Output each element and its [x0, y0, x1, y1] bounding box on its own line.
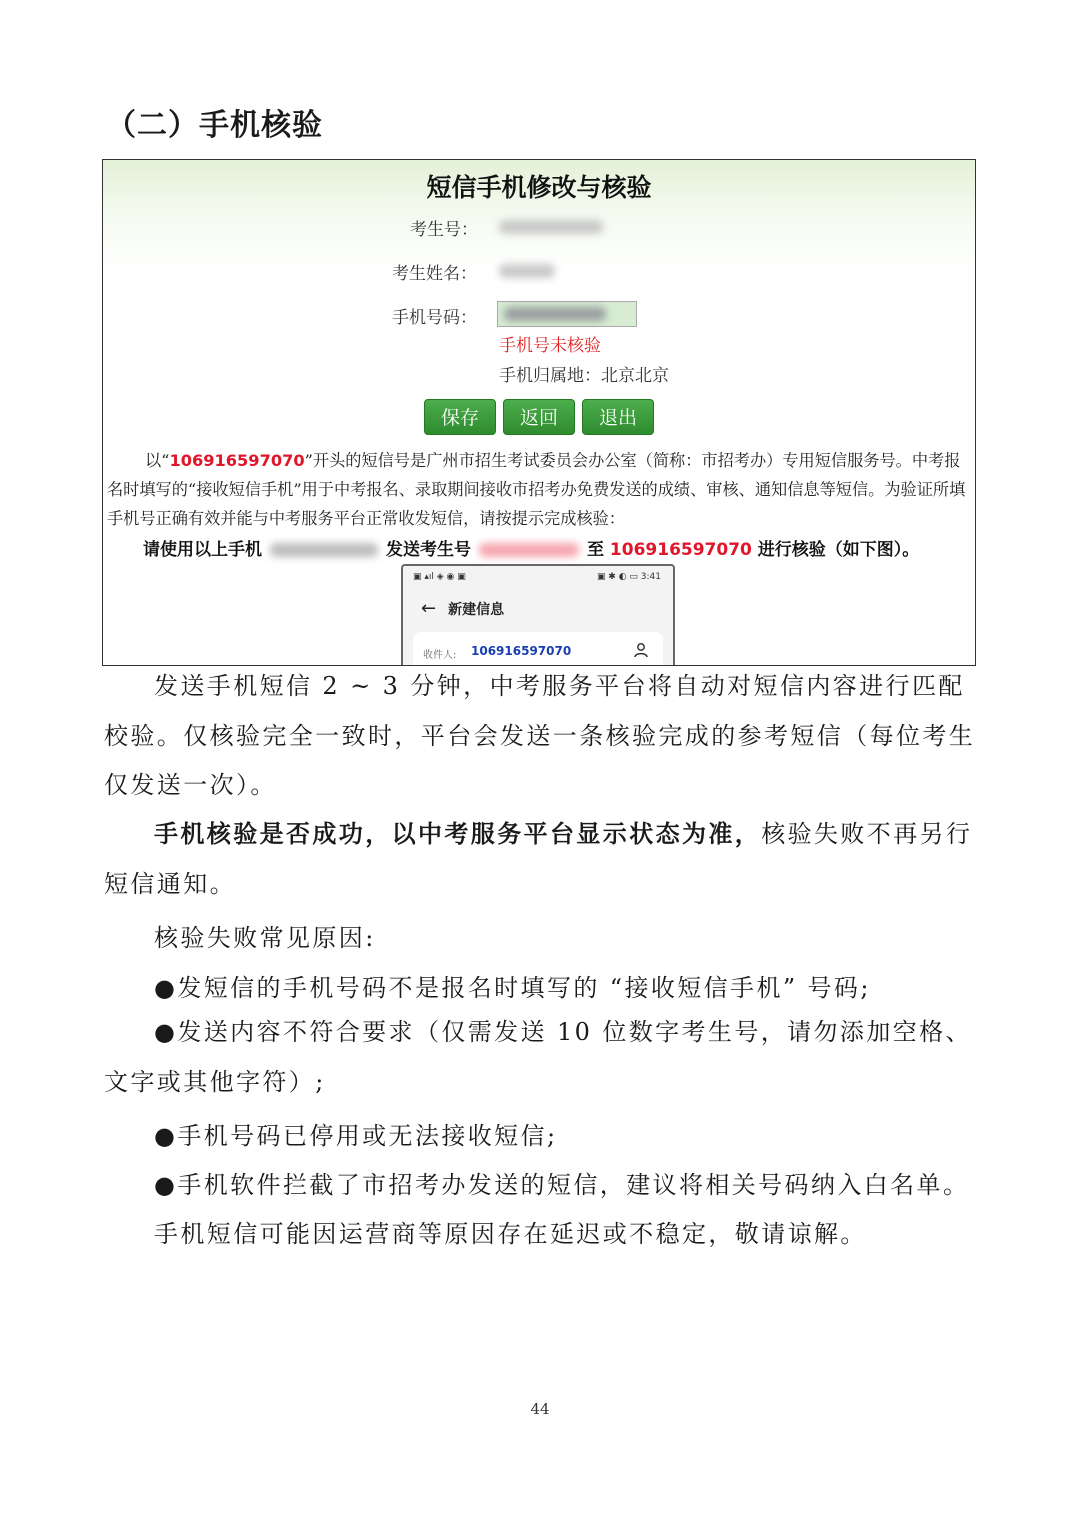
- back-button[interactable]: 返回: [503, 399, 575, 435]
- instruction-line: 请使用以上手机 发送考生号 至 106916597070 进行核验（如下图）。: [143, 540, 920, 560]
- paragraph-verification-result: 手机核验是否成功，以中考服务平台显示状态为准，核验失败不再另行短信通知。: [104, 820, 973, 898]
- save-button[interactable]: 保存: [424, 399, 496, 435]
- exam-no-value-redacted: [499, 220, 603, 234]
- name-value-redacted: [499, 264, 555, 278]
- paragraph-sms-timing: 发送手机短信 2 ~ 3 分钟，中考服务平台将自动对短信内容进行匹配校验。仅核验完全一致时，平台会发送一条核验完成的参考短信（每位考生仅发送一次）。: [104, 672, 976, 799]
- recipient-label: 收件人:: [423, 650, 457, 661]
- exam-no-label: 考生号：: [410, 220, 478, 240]
- page-number: 44: [530, 1400, 550, 1418]
- bullet-item: ●发送内容不符合要求（仅需发送 10 位数字考生号，请勿添加空格、文字或其他字符）;: [104, 1018, 972, 1096]
- notice-text: 以“106916597070”开头的短信号是广州市招生考试委员会办公室（简称：市招考办）专用短信服务号。中考报名时填写的“接收短信手机”用于中考报名、录取期间接收市招考办免费发送的成绩、审核、通知信息等短信。为验证所填手机号正确有效并能与中考服务平台正常收发短信，请按提示完成核验：: [107, 451, 966, 528]
- exam-no-redacted: [479, 543, 579, 557]
- recipient-number: 106916597070: [471, 644, 572, 658]
- phone-label: 手机号码：: [392, 308, 477, 328]
- closing-note: 手机短信可能因运营商等原因存在延迟或不稳定，敬请谅解。: [154, 1220, 867, 1248]
- phone-region: 手机归属地：北京北京: [499, 366, 669, 386]
- bullet-item: ●发短信的手机号码不是报名时填写的 “接收短信手机” 号码;: [154, 974, 871, 1002]
- phone-mockup: [401, 564, 675, 666]
- target-number: 106916597070: [609, 540, 752, 560]
- embedded-screenshot: [102, 159, 976, 666]
- recipient-row[interactable]: [413, 632, 663, 666]
- bullet-item: ●手机号码已停用或无法接收短信;: [154, 1122, 558, 1150]
- contact-icon[interactable]: [633, 642, 649, 658]
- phone-status: 手机号未核验: [499, 336, 601, 356]
- phone-status-bar: ▣ ▴ıl ◈ ◉ ▣ ▣ ✱ ◐ ▭ 3:41: [413, 572, 661, 582]
- screenshot-title: 短信手机修改与核验: [426, 173, 652, 202]
- sms-number: 106916597070: [169, 451, 305, 470]
- exit-button[interactable]: 退出: [582, 399, 654, 435]
- bullet-item: ●手机软件拦截了市招考办发送的短信，建议将相关号码纳入白名单。: [154, 1171, 970, 1199]
- back-arrow-icon[interactable]: ←: [421, 598, 437, 619]
- name-label: 考生姓名：: [392, 264, 477, 284]
- phone-input[interactable]: [497, 301, 637, 327]
- section-heading: （二）手机核验: [106, 108, 323, 143]
- failure-reasons-heading: 核验失败常见原因:: [154, 924, 376, 952]
- phone-redacted: [270, 543, 378, 557]
- phone-value-redacted: [504, 307, 606, 321]
- phone-nav: ← 新建信息: [421, 598, 505, 619]
